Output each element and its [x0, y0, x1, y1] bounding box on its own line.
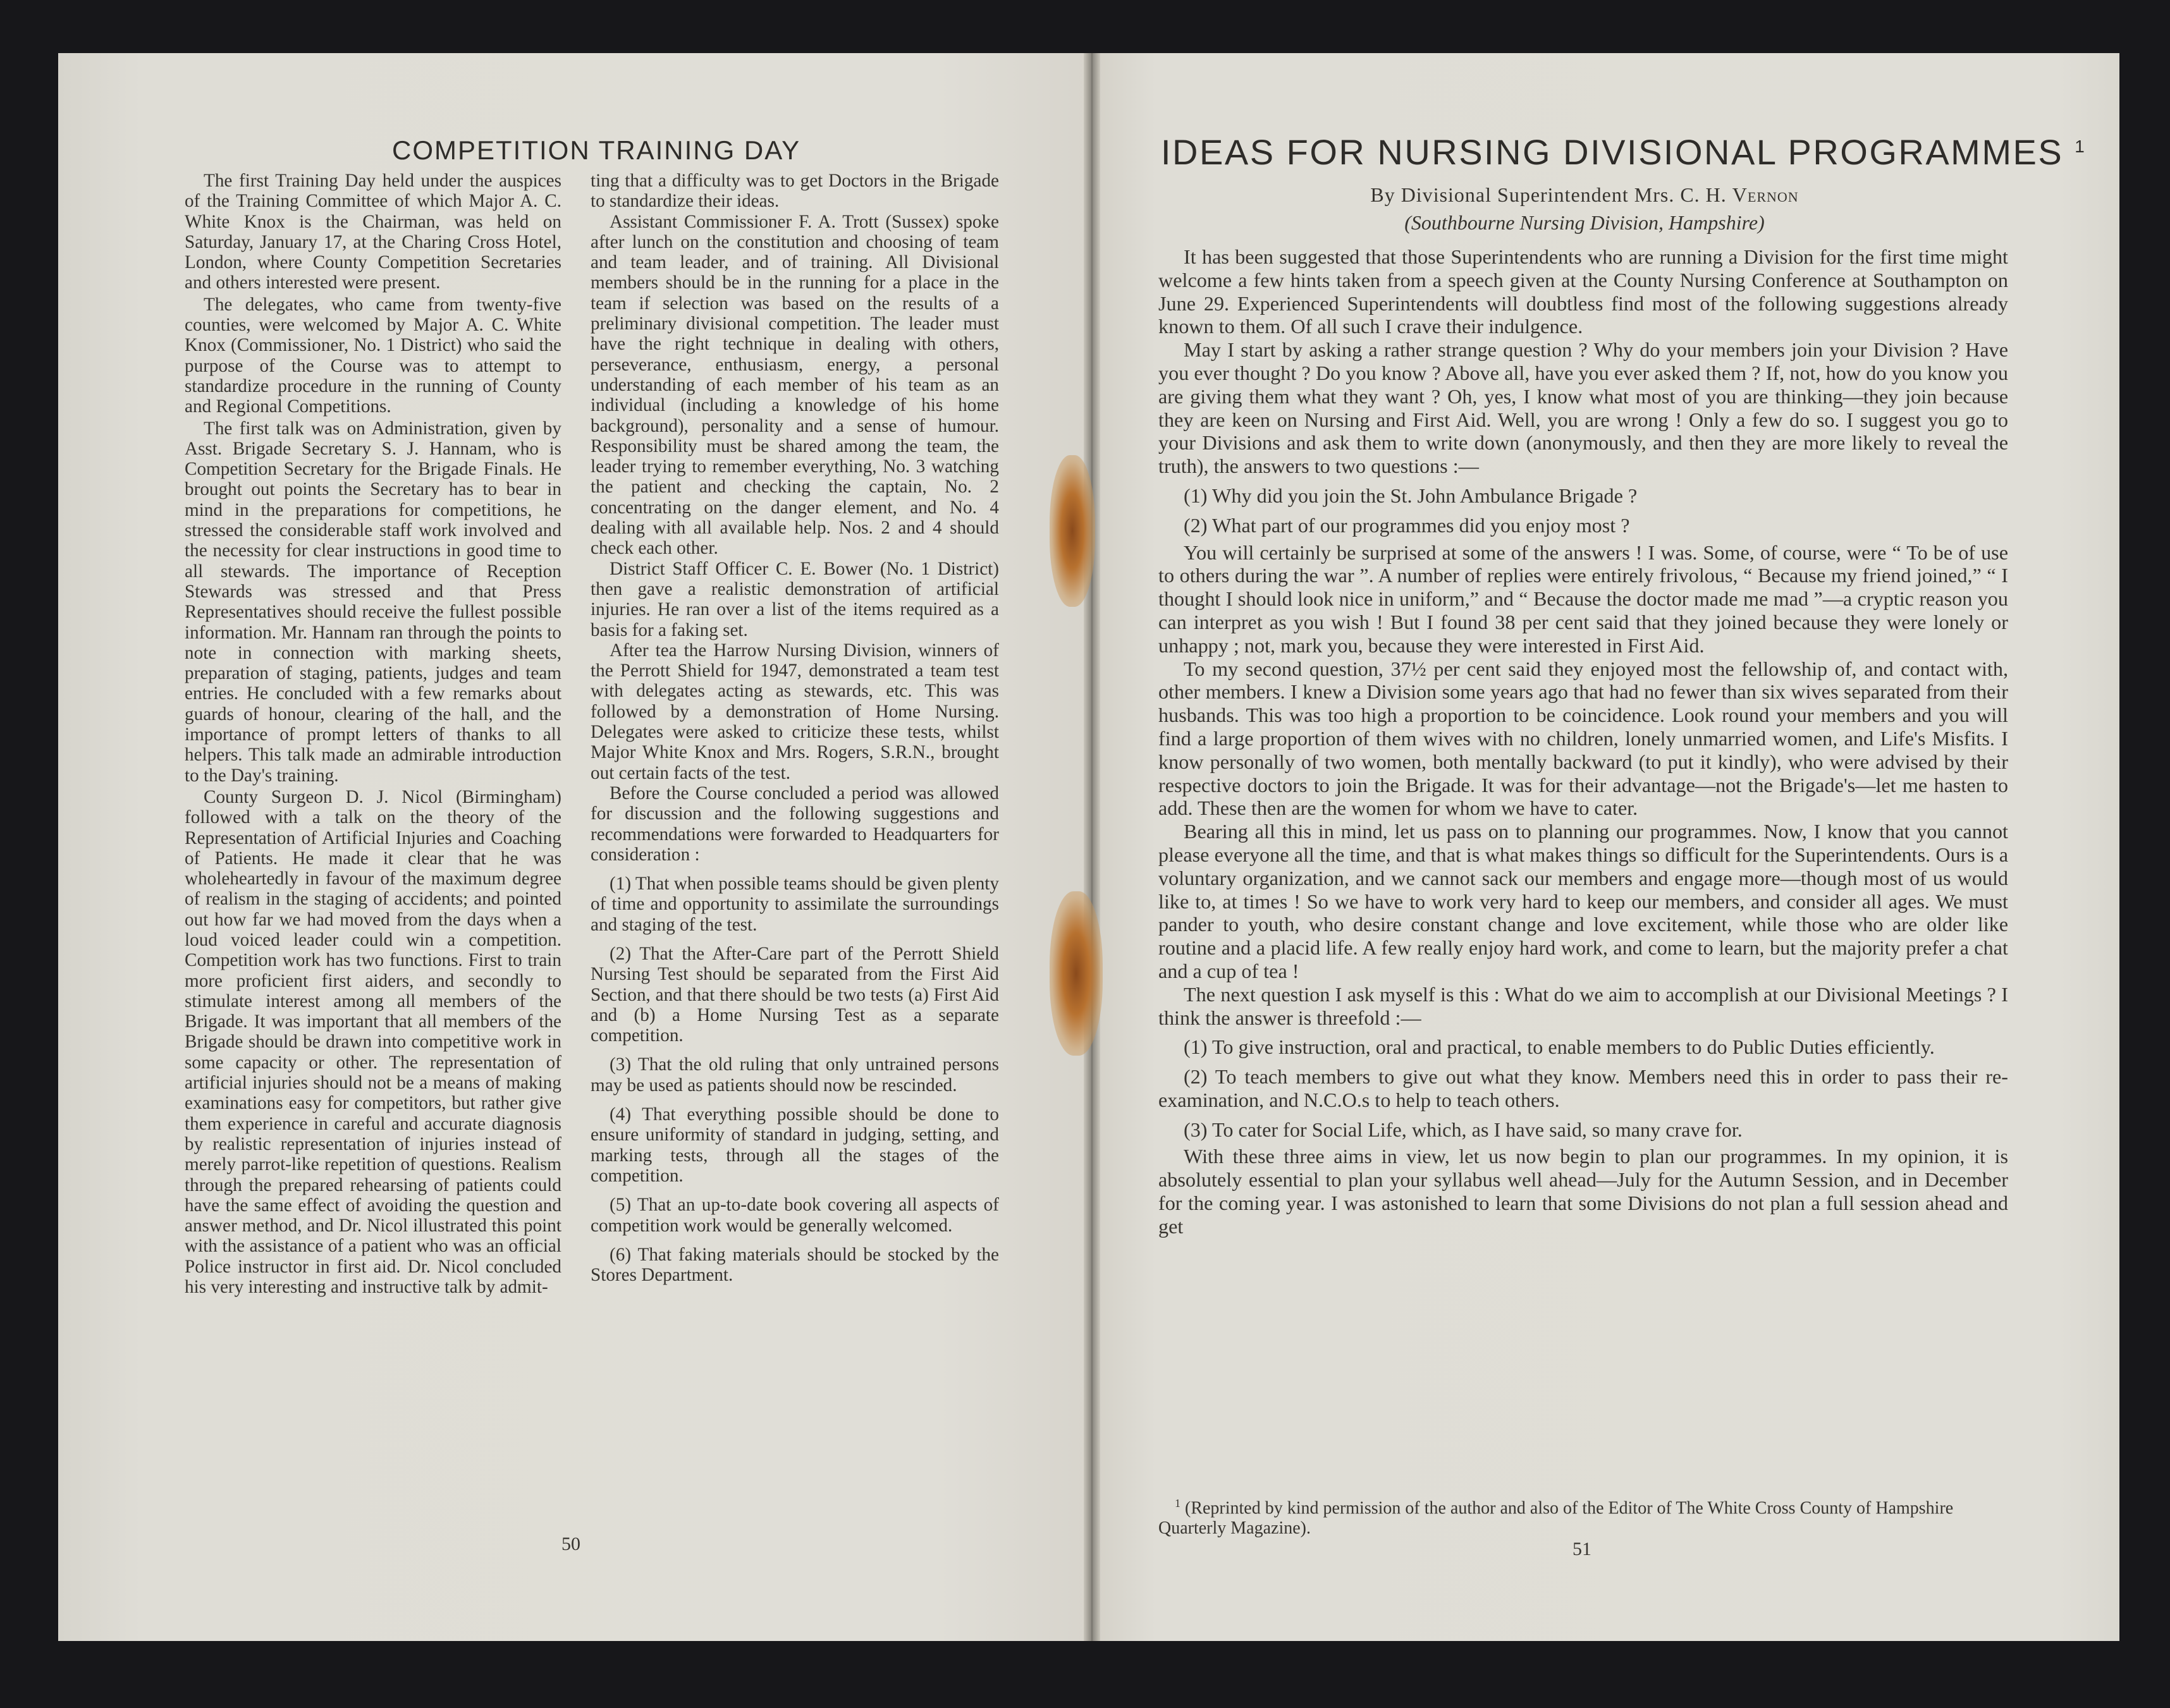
footnote-marker: 1: [2075, 137, 2087, 156]
stain-upper: [1050, 455, 1095, 607]
page-number-left: 50: [561, 1534, 580, 1554]
recommendation-item: (4) That everything possible should be done to ensure uniformity of standard in judging, setting, and marking tests, through all the stages of the competition.: [591, 1104, 999, 1186]
paragraph: ting that a difficulty was to get Doctors in the Brigade to standardize their ideas.: [591, 171, 999, 212]
left-column-b: [591, 171, 999, 1285]
paragraph: Assistant Commissioner F. A. Trott (Sussex) spoke after lunch on the constitution and choosing of team and team leader, and of training. All Divisional members should be in the running for a place in the team if selection was based on the results of a preliminary divisional competition. The leader must have the right technique in dealing with others, perseverance, enthusiasm, energy, a personal understanding of each member of his team as an individual (including a knowledge of his home background), personality and a sense of humour. Responsibility must be shared among the team, the leader trying to remember everything, No. 3 watching the patient and checking the captain, No. 2 concentrating on the danger element, and No. 4 dealing with all available help. Nos. 2 and 4 should check each other.: [591, 211, 999, 559]
recommendation-item: (3) That the old ruling that only untrained persons may be used as patients should now be rescinded.: [591, 1054, 999, 1095]
book-gutter: [1084, 53, 1100, 1641]
recommendation-item: (1) That when possible teams should be given plenty of time and opportunity to assimilate the surroundings and staging of the test.: [591, 874, 999, 935]
paragraph: The first Training Day held under the auspices of the Training Committee of which Major A. C. White Knox is the Chairman, was held on Saturday, January 17, at the Charing Cross Hotel, London, where County Competition Secretaries and others interested were present.: [185, 171, 561, 293]
page-number-right: 51: [1572, 1539, 1591, 1559]
paragraph: District Staff Officer C. E. Bower (No. 1 District) then gave a realistic demonstration of artificial injuries. He ran over a list of the items required as a basis for a faking set.: [591, 558, 999, 640]
footnote-text: (Reprinted by kind permission of the author and also of the Editor of The White Cross County of Hampshire Quarterly Magazine).: [1158, 1498, 1954, 1539]
paragraph: After tea the Harrow Nursing Division, winners of the Perrott Shield for 1947, demonstrated a team test with delegates acting as stewards, etc. This was followed by a demonstration of Home Nursing. Delegates were asked to criticize these tests, whilst Major White Knox and Mrs. Rogers, S.R.N., brought out certain facts of the test.: [591, 640, 999, 783]
paragraph: To my second question, 37½ per cent said they enjoyed most the fellowship of, and contact with, other members. I knew a Division some years ago that had no fewer than six wives separated from their husbands. This was too high a proportion to be coincidence. Look round your members and you will find a large proportion of them wives with no children, lonely unmarried women, and Life's Misfits. I know personally of two women, both mentally backward (to put it kindly), who were advised by their respective doctors to join the Brigade. It was for their advantage—not the Brigade's—let me hasten to add. These then are the women for whom we have to cater.: [1158, 657, 2008, 820]
aim-item: (3) To cater for Social Life, which, as I have said, so many crave for.: [1184, 1118, 1743, 1141]
paragraph: With these three aims in view, let us now begin to plan our programmes. In my opinion, it is absolutely essential to plan your syllabus well ahead—July for the Autumn Session, and in December for the coming year. I was astonished to learn that some Divisions do not plan a full session ahead and get: [1158, 1145, 2008, 1238]
paragraph: County Surgeon D. J. Nicol (Birmingham) followed with a talk on the theory of the Representation of Artificial Injuries and Coaching of Patients. He made it clear that he was wholeheartedly in favour of the maximum degree of realism in the staging of accidents; and pointed out how far we had moved from the days when a loud voiced leader could win a competition. Competition work has two functions. First to train more proficient first aiders, and secondly to stimulate interest among all members of the Brigade. It was important that all members of the Brigade should be drawn into competitive work in some capacity or other. The representation of artificial injuries should not be a means of making examinations easy for competitors, but rather give them experience in careful and accurate diagnosis by realistic representation of injuries instead of merely parrot-like repetition of questions. Realism through the prepared rehearsing of patients could have the same effect of avoiding the question and answer method, and Dr. Nicol illustrated this point with the assistance of a patient who was an official Police instructor in first aid. Dr. Nicol concluded his very interesting and instructive talk by admit-: [185, 786, 561, 1298]
paragraph: Before the Course concluded a period was allowed for discussion and the following suggestions and recommendations were forwarded to Headquarters for consideration :: [591, 783, 999, 865]
paragraph: The delegates, who came from twenty-five counties, were welcomed by Major A. C. White Knox (Commissioner, No. 1 District) who said the purpose of the Course was to attempt to standardize procedure in the running of County and Regional Competitions.: [185, 294, 561, 417]
author-surname: Vernon: [1732, 183, 1799, 206]
title-text: IDEAS FOR NURSING DIVISIONAL PROGRAMMES: [1161, 132, 2064, 172]
footnote: [1158, 1493, 2008, 1539]
stain-lower: [1050, 891, 1103, 1056]
recommendation-item: (5) That an up-to-date book covering all aspects of competition work would be generally welcomed.: [591, 1195, 999, 1236]
paragraph: The next question I ask myself is this : What do we aim to accomplish at our Divisional Meetings ? I think the answer is threefold :—: [1158, 982, 2008, 1029]
recommendation-item: (2) That the After-Care part of the Perrott Shield Nursing Test should be separated from the First Aid Section, and that there should be two tests (a) First Aid and (b) a Home Nursing Test as a separate competition.: [591, 943, 999, 1046]
article-title-ideas: [1161, 131, 2087, 173]
paragraph: May I start by asking a rather strange question ? Why do your members join your Division ? Have you ever thought ? Do you know ? Above all, have you ever asked them ? If, not, how do you know you are giving them what they want ? Oh, yes, I know what most of you are thinking—they join because they are keen on Nursing and First Aid. Well, you are wrong ! Only a few do so. I suggest you go to your Divisions and ask them to write down (anonymously, and then they are more likely to reveal the truth), the answers to two questions :—: [1158, 338, 2008, 478]
paragraph: You will certainly be surprised at some of the answers ! I was. Some, of course, were “ To be of use to others during the war ”. A number of replies were entirely frivolous, “ Because my friend joined,” “ I thought I should look nice in uniform,” and “ Because the doctor made me mad ”—a cryptic reason you can interpret as you wish ! But I found 38 per cent said that they joined because they were lonely or unhappy ; not, mark you, because they were interested in First Aid.: [1158, 540, 2008, 657]
aim-item: (1) To give instruction, oral and practical, to enable members to do Public Duties efficiently.: [1184, 1035, 1935, 1059]
question-item: (1) Why did you join the St. John Ambulance Brigade ?: [1184, 484, 1638, 507]
footnote-number: 1: [1175, 1497, 1180, 1510]
question-item: (2) What part of our programmes did you enjoy most ?: [1184, 513, 1630, 537]
byline-prefix: By Divisional Superintendent Mrs. C. H.: [1370, 183, 1727, 206]
paragraph: Bearing all this in mind, let us pass on to planning our programmes. Now, I know that you cannot please everyone all the time, and that is what makes things so difficult for the Superintendents. Ours is a voluntary organization, and we cannot sack our members and engage more—though most of us would like to, at times ! So we have to work very hard to keep our members, and consider all ages. We must pander to youth, who desire constant change and love excitement, while those who are older like routine and a placid life. A few really enjoy hard work, and come to learn, but the majority prefer a chat and a cup of tea !: [1158, 820, 2008, 982]
recommendation-item: (6) That faking materials should be stocked by the Stores Department.: [591, 1244, 999, 1286]
paragraph: The first talk was on Administration, given by Asst. Brigade Secretary S. J. Hannam, who is Competition Secretary for the Brigade Finals. He brought out points the Secretary has to bear in mind in the preparations for competitions, he stressed the considerable staff work involved and the necessity for clear instructions in good time to all stewards. The importance of Reception Stewards was stressed and that Press Representatives should receive the fullest possible information. Mr. Hannam ran through the points to note in connection with marking sheets, preparation of staging, patients, judges and team entries. He concluded with a few remarks about guards of honour, clearing of the hall, and the importance of prompt letters of thanks to all helpers. This talk made an admirable introduction to the Day's training.: [185, 418, 561, 786]
aim-item: (2) To teach members to give out what they know. Members need this in order to pass their re-examination, and N.C.O.s to help to teach others.: [1158, 1065, 2008, 1111]
left-column-a: [185, 171, 561, 1297]
paragraph: It has been suggested that those Superintendents who are running a Division for the first time might welcome a few hints taken from a speech given at the County Nursing Conference at Southampton on June 29. Experienced Superintendents will doubtless find most of the following suggestions already known to them. Of all such I crave their indulgence.: [1158, 245, 2008, 338]
division-line: (Southbourne Nursing Division, Hampshire): [1404, 211, 1765, 234]
byline: [1161, 183, 2008, 207]
article-title-competition: COMPETITION TRAINING DAY: [392, 135, 801, 165]
right-column: [1158, 245, 2008, 1238]
